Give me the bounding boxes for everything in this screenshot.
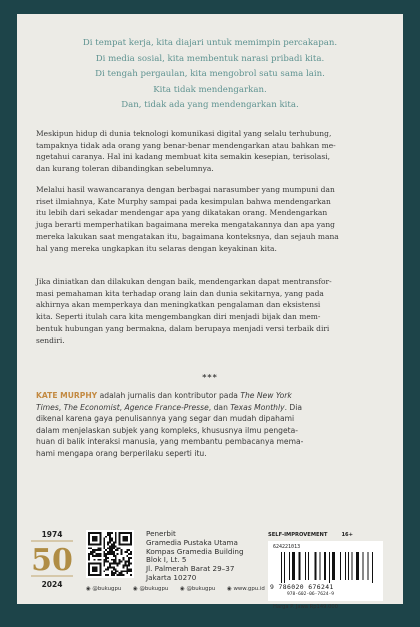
qr-module [109,545,111,547]
qr-module [115,542,117,544]
handle-text: @bukugpu [139,586,169,592]
qr-module [105,555,107,557]
qr-module [122,557,124,559]
barcode-bar [332,552,335,580]
qr-module [122,565,124,567]
qr-module [128,570,130,572]
genre-text: SELF-IMPROVEMENT [268,532,328,538]
publication-name: The New York [240,391,292,400]
paragraph-1 [36,128,388,175]
qr-module [90,551,92,553]
qr-module [99,549,101,551]
qr-module [88,559,90,561]
barcode-bar [319,552,320,580]
qr-module [94,551,96,553]
qr-module [117,574,119,576]
qr-module [103,561,105,563]
qr-module [111,551,113,553]
separator-text: . Dia [284,402,303,412]
instagram-handle[interactable]: ◉ @bukugpu [86,586,122,592]
qr-module [115,563,117,565]
qr-module [113,542,115,544]
qr-module [122,570,124,572]
author-bio-line [36,390,388,402]
barcode-bar [351,552,352,580]
qr-module [121,572,123,574]
qr-module [124,563,126,565]
qr-module [98,547,100,549]
quote-line: Di tengah pergaulan, kita mengobrol satu sama lain. [95,69,325,80]
qr-module [107,534,109,536]
qr-module [130,563,132,565]
text-line: sendiri. [36,335,65,345]
qr-module [113,561,115,563]
qr-module [122,566,124,568]
text-line: hal yang mereka ungkapkan itu selaras dengan keyakinan kita. [36,243,277,253]
barcode-bar [367,552,368,580]
qr-module [103,553,105,555]
qr-module [115,561,117,563]
publisher-info [146,530,244,583]
qr-module [111,532,113,534]
qr-module [111,572,113,574]
logo-year-end: 2024 [41,580,63,589]
qr-module [109,553,111,555]
quote-line: Di media sosial, kita membentuk narasi pribadi kita. [95,53,325,64]
qr-module [88,547,90,549]
qr-module [88,557,90,559]
qr-module [130,551,132,553]
qr-module [109,563,111,565]
handle-text: www.gpu.id [233,586,265,592]
qr-module [113,572,115,574]
qr-module [122,559,124,561]
qr-module [90,547,92,549]
handle-text: @bukugpu [186,586,216,592]
quote-line: Di tempat kerja, kita diajari untuk memimpin percakapan. [82,38,338,48]
qr-module [94,555,96,557]
qr-module [121,570,123,572]
publication-name: Texas Monthly [230,402,285,412]
qr-module [115,536,117,538]
paragraph-2 [36,184,388,254]
qr-module [115,568,117,570]
qr-module [88,553,90,555]
qr-module [126,561,128,563]
qr-module [103,551,105,553]
barcode-bar [284,552,285,583]
qr-module [121,561,123,563]
qr-module [117,565,119,567]
qr-module [126,570,128,572]
qr-module [117,547,119,549]
qr-module [130,570,132,572]
qr-module [103,565,105,567]
qr-module [126,566,128,568]
qr-module [103,559,105,561]
qr-module [124,551,126,553]
barcode-bar [299,552,301,580]
qr-module [92,549,94,551]
text-line: tampaknya tidak ada orang yang benar-benar mendengarkan atau bahkan me- [36,140,336,150]
paragraph-3 [36,276,388,346]
qr-module [98,553,100,555]
qr-module [117,563,119,565]
qr-module [115,559,117,561]
qr-module [115,570,117,572]
author-bio-line [36,402,388,414]
qr-module [113,574,115,576]
qr-module [130,574,132,576]
qr-module [111,549,113,551]
qr-module [126,572,128,574]
separator-text: , [58,402,64,412]
qr-finder [122,536,128,542]
qr-module [92,553,94,555]
author-bio-text: adalah jurnalis dan kontributor pada [97,391,241,400]
qr-module [130,557,132,559]
qr-module [113,553,115,555]
qr-module [103,545,105,547]
qr-module [107,574,109,576]
barcode-bar [305,552,306,580]
quote-line: Dan, tidak ada yang mendengarkan kita. [121,100,299,111]
barcode-bar [281,552,282,583]
qr-module [105,574,107,576]
qr-module [115,534,117,536]
qr-code[interactable] [86,530,134,578]
qr-module [126,568,128,570]
qr-module [115,557,117,559]
social-handles [86,586,275,592]
text-line: ngetahui caranya. Hal ini kadang membuat kita semakin kesepian, terisolasi, [36,152,330,162]
isbn-code: 624221013 [273,544,301,550]
publication-name: The Economist [63,402,120,412]
qr-module [96,555,98,557]
qr-module [115,532,117,534]
qr-module [107,551,109,553]
qr-module [90,553,92,555]
barcode-bar [292,552,295,580]
barcode-bar [345,552,346,580]
twitter-handle[interactable]: ◉ @bukugpu [133,586,169,592]
qr-module [103,540,105,542]
facebook-handle[interactable]: ◉ @bukugpu [180,586,216,592]
qr-module [119,547,121,549]
qr-module [105,559,107,561]
qr-module [128,568,130,570]
qr-module [122,574,124,576]
author-bio-line: dalam menjelaskan subjek yang kompleks, khususnya ilmu pengeta- [36,425,299,435]
author-name: KATE MURPHY [36,391,98,400]
qr-module [109,536,111,538]
qr-module [103,543,105,545]
separator-text: , dan [208,402,231,412]
qr-module [107,543,109,545]
blurb-quote [17,36,403,114]
isbn-text: 978-602-06-7624-9 [287,592,335,597]
text-line: Melalui hasil wawancaranya dengan berbagai narasumber yang mumpuni dan [36,185,335,194]
qr-module [130,553,132,555]
qr-module [109,547,111,549]
qr-finder [92,536,98,542]
anniversary-50-logo [25,528,79,590]
qr-module [96,549,98,551]
qr-module [126,549,128,551]
separator-text: , [119,402,125,412]
qr-module [119,574,121,576]
qr-module [113,555,115,557]
qr-module [109,534,111,536]
text-line: Jika diniatkan dan dilakukan dengan baik, mendengarkan dapat mentransfor- [36,277,332,286]
barcode-bar [289,552,290,580]
qr-module [111,574,113,576]
qr-module [128,561,130,563]
barcode-bar [329,552,330,583]
qr-module [99,555,101,557]
age-rating: 16+ [341,532,354,538]
barcode-bar [340,552,341,580]
qr-module [94,549,96,551]
text-line: itu lebih dari sekadar mendengar apa yang dikatakan orang. Mendengarkan [36,208,328,218]
qr-module [99,559,101,561]
qr-module [128,549,130,551]
qr-module [111,563,113,565]
publication-name: Agence France-Presse [124,402,209,412]
qr-module [107,557,109,559]
qr-module [111,553,113,555]
qr-module [111,547,113,549]
publisher-line: Jl. Palmerah Barat 29–37 [146,564,235,574]
qr-module [128,557,130,559]
qr-module [88,555,90,557]
qr-module [117,570,119,572]
qr-module [124,561,126,563]
qr-module [126,551,128,553]
qr-module [113,563,115,565]
barcode-number: 9 786020 676241 [270,583,334,591]
qr-module [121,574,123,576]
qr-module [121,551,123,553]
qr-module [107,553,109,555]
quote-line: Kita tidak mendengarkan. [153,84,267,95]
qr-module [111,538,113,540]
text-line: mereka lakukan saat mengatakan itu, bagaimana konteksnya, dan sejauh mana [36,231,339,241]
barcode-bar [356,552,359,580]
publisher-line: Penerbit [146,529,176,538]
qr-module [111,566,113,568]
qr-module [107,542,109,544]
qr-module [96,553,98,555]
qr-module [105,536,107,538]
qr-module [109,549,111,551]
text-line: dan kurang toleran dibandingkan sebelumnya. [36,164,214,174]
qr-module [115,540,117,542]
qr-module [107,561,109,563]
author-bio [36,390,388,460]
qr-module [109,565,111,567]
qr-module [105,568,107,570]
qr-module [113,543,115,545]
qr-module [107,568,109,570]
qr-module [98,559,100,561]
cover-panel [17,14,403,610]
text-line: bentuk hubungan yang bermakna, dalam berupaya menjadi versi terbaik diri [36,323,330,333]
publisher-line: Kompas Gramedia Building [146,546,244,556]
qr-module [113,545,115,547]
qr-module [98,555,100,557]
qr-module [117,549,119,551]
qr-module [98,549,100,551]
qr-module [92,551,94,553]
qr-module [126,565,128,567]
logo-year-start: 1974 [41,530,63,539]
qr-module [124,565,126,567]
qr-module [117,553,119,555]
qr-module [105,549,107,551]
qr-module [111,559,113,561]
qr-module [119,572,121,574]
qr-module [103,555,105,557]
qr-finder [92,566,98,572]
qr-module [103,542,105,544]
section-separator: *** [202,373,218,382]
qr-module [128,565,130,567]
qr-module [121,549,123,551]
qr-module [99,553,101,555]
qr-module [115,555,117,557]
barcode-bar [315,552,317,580]
barcode-bar [348,552,349,580]
text-line: akhirnya akan memperkaya dan meningkatkan pengalaman dan eksistensi [36,300,321,310]
qr-module [99,547,101,549]
qr-module [113,551,115,553]
logo-number: 50 [31,543,73,578]
qr-module [121,553,123,555]
qr-module [107,532,109,534]
qr-module [105,553,107,555]
publisher-line: Gramedia Pustaka Utama [146,537,238,547]
author-bio-line: dikenal karena gaya penulisannya yang segar dan mudah dipahami [36,414,295,424]
qr-module [109,532,111,534]
publication-name: Times [36,402,59,412]
qr-module [119,559,121,561]
qr-module [124,570,126,572]
qr-module [115,538,117,540]
qr-module [115,545,117,547]
text-line: kita. Seperti itulah cara kita mengembangkan diri menjadi bijak dan mem- [36,312,321,322]
qr-module [103,547,105,549]
qr-module [119,561,121,563]
text-line: riset ilmiahnya, Kate Murphy sampai pada kesimpulan bahwa mendengarkan [36,196,331,206]
text-line: Meskipun hidup di dunia teknologi komunikasi digital yang selalu terhubung, [36,129,332,138]
barcode-bar [308,552,309,580]
qr-module [109,538,111,540]
qr-module [109,566,111,568]
qr-module [128,559,130,561]
qr-module [111,545,113,547]
qr-module [107,566,109,568]
qr-module [105,557,107,559]
qr-module [128,553,130,555]
qr-module [113,566,115,568]
publisher-line: Blok I, Lt. 5 [146,555,187,565]
genre-label [268,532,353,538]
qr-module [103,570,105,572]
publisher-line: Jakarta 10270 [146,572,197,582]
qr-module [105,561,107,563]
qr-module [115,572,117,574]
barcode-bar [372,552,373,583]
text-line: juga berarti memperhatikan bagaimana mereka mengatakannya dan apa yang [36,220,335,230]
qr-module [126,555,128,557]
qr-module [111,543,113,545]
qr-module [111,570,113,572]
qr-module [103,538,105,540]
qr-module [113,547,115,549]
qr-module [128,563,130,565]
website-link[interactable]: ◉ www.gpu.id [227,586,265,592]
qr-module [130,568,132,570]
text-line: masi pemahaman kita terhadap orang lain dan dunia sekitarnya, yang pada [36,288,324,298]
handle-text: @bukugpu [92,586,122,592]
barcode-bar [363,552,364,580]
isbn-barcode [279,552,377,583]
author-bio-line: hami mengapa orang berperilaku seperti itu. [36,448,207,458]
qr-module [115,549,117,551]
qr-module [92,555,94,557]
qr-module [103,563,105,565]
qr-module [111,540,113,542]
price-label: Harga P. Jawa Rp149.000 [273,604,338,610]
qr-module [119,563,121,565]
qr-module [94,559,96,561]
qr-module [113,568,115,570]
qr-module [109,540,111,542]
barcode-bar [324,552,326,580]
qr-module [109,551,111,553]
author-bio-line: huan di balik interaksi manusia, yang membantu pembacanya mema- [36,437,304,447]
qr-module [109,542,111,544]
qr-module [113,559,115,561]
qr-module [107,547,109,549]
